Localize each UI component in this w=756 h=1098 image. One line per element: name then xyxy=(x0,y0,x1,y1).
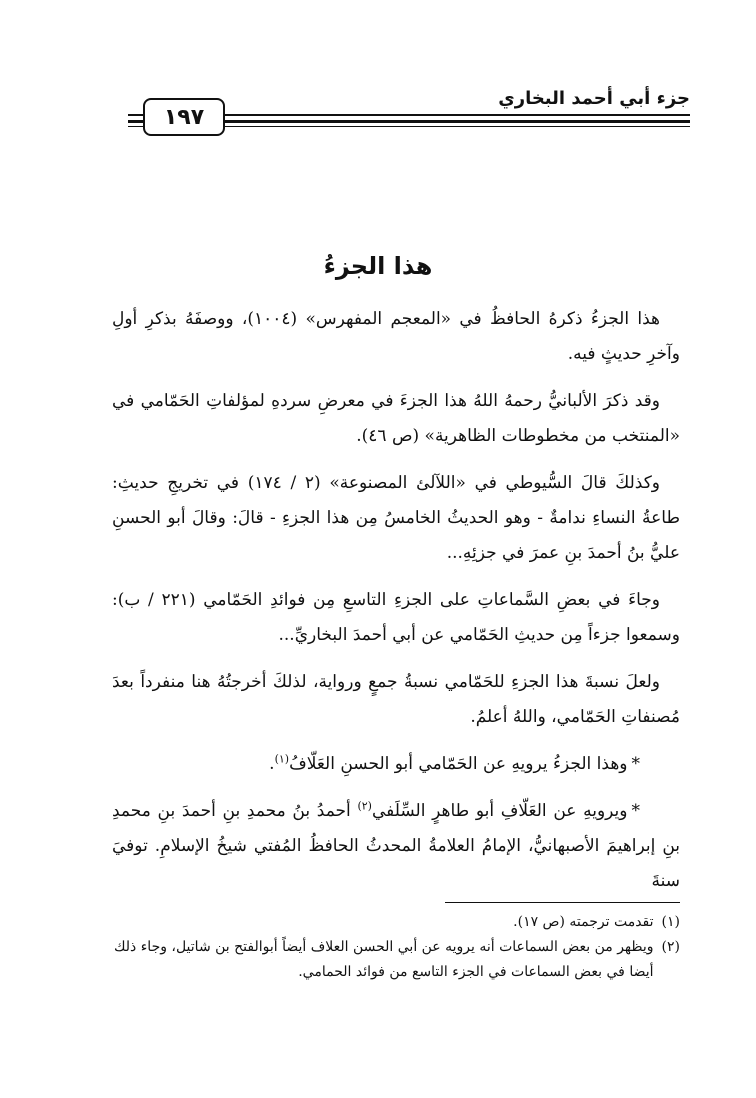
bullet-paragraph-1 xyxy=(112,747,680,782)
section-title: هذا الجزءُ xyxy=(323,252,433,280)
page-number: ١٩٧ xyxy=(143,98,225,136)
paragraph-4: وجاءَ في بعضِ السَّماعاتِ على الجزءِ التاسعِ مِن فوائدِ الحَمّامي (٢٢١ / ب): وسمعوا جزءاً مِن حديثِ الحَمّامي عن أبي أحمدَ البخاريِّ... xyxy=(112,590,680,645)
footnotes xyxy=(112,910,680,985)
bullet-paragraph-2 xyxy=(112,794,680,899)
footnote-text: ويظهر من بعض السماعات أنه يرويه عن أبي الحسن العلاف أيضاً أبوالفتح بن شاتيل، وجاء ذلك أيضا في بعض السماعات في الجزء التاسع من فوائد الحمامي. xyxy=(113,939,654,980)
body-text xyxy=(112,302,680,911)
bullet-text: وهذا الجزءُ يرويهِ عن الحَمّامي أبو الحسنِ العَلّافُ xyxy=(289,754,628,774)
footnote-separator xyxy=(445,902,680,903)
paragraph-1: هذا الجزءُ ذكرهُ الحافظُ في «المعجم المفهرس» (١٠٠٤)، ووصفَهُ بذكرِ أولِ وآخرِ حديثٍ فيه. xyxy=(112,309,680,364)
bullet-text: ويرويهِ عن العَلّافِ أبو طاهرٍ السِّلَفي xyxy=(371,801,628,821)
footnote-number: (٢) xyxy=(661,939,680,955)
footnote-ref-2[interactable]: (٢) xyxy=(357,799,372,813)
footnote-2 xyxy=(112,935,680,985)
paragraph-5: ولعلَ نسبةَ هذا الجزءِ للحَمّامي نسبةُ جمعٍ ورواية، لذلكَ أخرجتُهُ هنا منفرداً بعدَ مُصنفاتِ الحَمّامي، واللهُ أعلمُ. xyxy=(112,672,680,727)
bullet-marker: * xyxy=(631,754,640,774)
footnote-ref-1[interactable]: (١) xyxy=(274,752,290,766)
bullet-marker: * xyxy=(631,801,640,821)
bullet-text-tail: . xyxy=(269,754,275,774)
paragraph-2: وقد ذكرَ الألبانيُّ رحمهُ اللهُ هذا الجزءَ في معرضِ سردهِ لمؤلفاتِ الحَمّامي في «المنتخب من مخطوطات الظاهرية» (ص ٤٦). xyxy=(112,391,680,446)
paragraph-3: وكذلكَ قالَ السُّيوطي في «اللآلئ المصنوعة» (٢ / ١٧٤) في تخريجِ حديثِ: طاعةُ النساءِ ندامةٌ - وهو الحديثُ الخامسُ مِن هذا الجزءِ - قالَ: وقالَ أبو الحسنِ عليُّ بنُ أحمدَ بنِ عمرَ في جزئِهِ... xyxy=(112,473,680,563)
footnote-1 xyxy=(112,910,680,935)
running-title: جزء أبي أحمد البخاري xyxy=(430,88,690,114)
bullet-text-tail: أحمدُ بنُ محمدِ بنِ أحمدَ بنِ محمدِ بنِ إبراهيمَ الأصبهانيُّ، الإمامُ العلامةُ المحدثُ الحافظُ المُفتي شيخُ الإسلامِ. توفيَ سنةَ xyxy=(112,801,680,891)
footnote-text: تقدمت ترجمته (ص ١٧). xyxy=(513,914,654,930)
footnote-number: (١) xyxy=(661,914,680,930)
